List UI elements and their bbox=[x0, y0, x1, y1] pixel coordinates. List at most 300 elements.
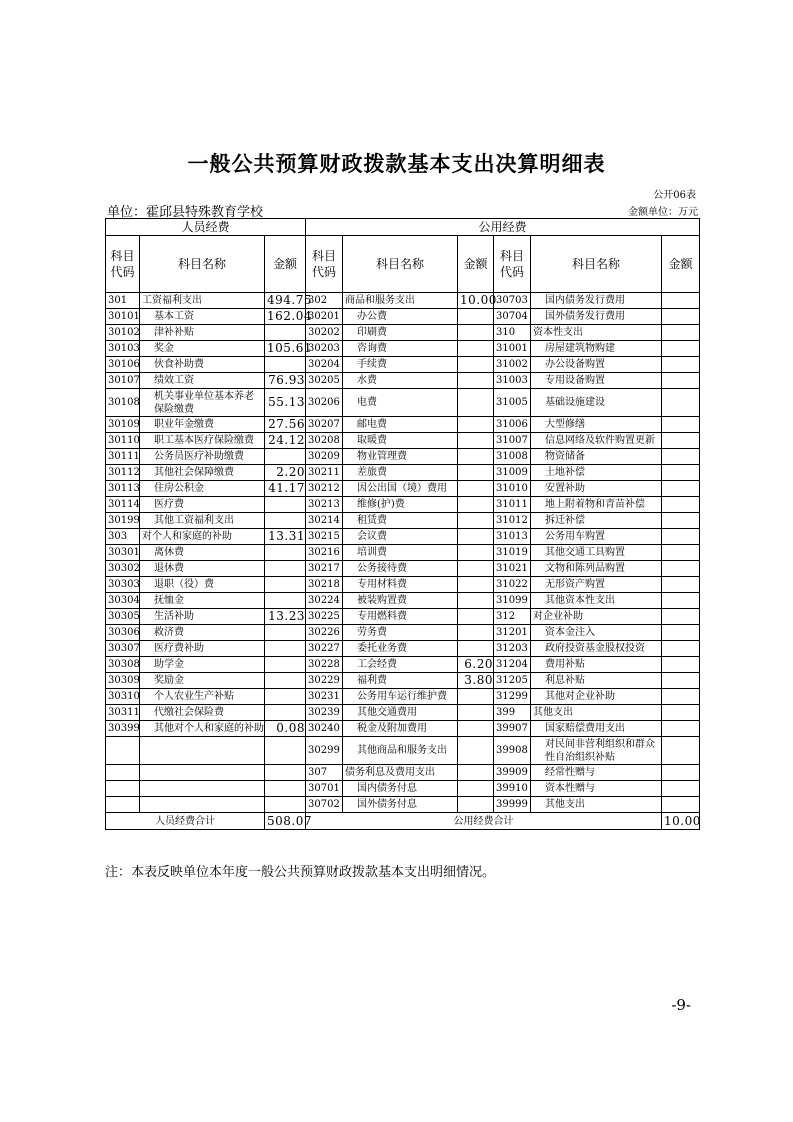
cell-code: 30309 bbox=[106, 673, 140, 689]
cell-amount bbox=[458, 593, 494, 609]
cell-code: 31205 bbox=[494, 673, 531, 689]
cell-code: 30225 bbox=[306, 609, 343, 625]
table-row bbox=[106, 529, 700, 545]
cell-name: 电费 bbox=[343, 389, 458, 417]
cell-name: 对企业补助 bbox=[531, 609, 662, 625]
cell-name: 生活补助 bbox=[140, 609, 265, 625]
table-row bbox=[106, 657, 700, 673]
cell-name: 住房公积金 bbox=[140, 481, 265, 497]
cell-code: 30310 bbox=[106, 689, 140, 705]
cell-code: 30228 bbox=[306, 657, 343, 673]
cell-name: 工会经费 bbox=[343, 657, 458, 673]
cell-name: 离休费 bbox=[140, 545, 265, 561]
cell-amount bbox=[662, 373, 700, 389]
cell-amount: 2.20 bbox=[265, 465, 306, 481]
table-row bbox=[106, 465, 700, 481]
cell-code: 310 bbox=[494, 325, 531, 341]
cell-code: 31009 bbox=[494, 465, 531, 481]
cell-code: 30208 bbox=[306, 433, 343, 449]
cell-code: 30204 bbox=[306, 357, 343, 373]
table-row bbox=[106, 497, 700, 513]
cell-name: 咨询费 bbox=[343, 341, 458, 357]
cell-code: 31299 bbox=[494, 689, 531, 705]
cell-amount bbox=[662, 593, 700, 609]
cell-amount bbox=[265, 561, 306, 577]
cell-name: 其他交通工具购置 bbox=[531, 545, 662, 561]
cell-name: 救济费 bbox=[140, 625, 265, 641]
cell-name: 其他商品和服务支出 bbox=[343, 737, 458, 765]
cell-code: 30102 bbox=[106, 325, 140, 341]
cell-code: 30701 bbox=[306, 781, 343, 797]
cell-name: 资本性赠与 bbox=[531, 781, 662, 797]
cell-name: 退休费 bbox=[140, 561, 265, 577]
cell-amount: 13.23 bbox=[265, 609, 306, 625]
cell-name: 手续费 bbox=[343, 357, 458, 373]
expenditure-table bbox=[105, 218, 700, 830]
table-row bbox=[106, 325, 700, 341]
cell-amount bbox=[458, 341, 494, 357]
cell-amount bbox=[458, 373, 494, 389]
table-row bbox=[106, 577, 700, 593]
name-header: 科目名称 bbox=[140, 236, 265, 293]
cell-amount bbox=[458, 765, 494, 781]
cell-code: 30301 bbox=[106, 545, 140, 561]
cell-code: 30107 bbox=[106, 373, 140, 389]
table-number: 公开06表 bbox=[653, 190, 696, 201]
cell-amount bbox=[458, 721, 494, 737]
cell-code: 39907 bbox=[494, 721, 531, 737]
table-row bbox=[106, 689, 700, 705]
name-header: 科目名称 bbox=[531, 236, 662, 293]
cell-name: 公务接待费 bbox=[343, 561, 458, 577]
cell-code: 39908 bbox=[494, 737, 531, 765]
cell-amount bbox=[662, 325, 700, 341]
cell-code: 30303 bbox=[106, 577, 140, 593]
cell-code: 301 bbox=[106, 293, 140, 309]
cell-code: 30239 bbox=[306, 705, 343, 721]
cell-code: 30212 bbox=[306, 481, 343, 497]
cell-code: 31021 bbox=[494, 561, 531, 577]
cell-amount bbox=[662, 561, 700, 577]
cell-code: 30231 bbox=[306, 689, 343, 705]
cell-code: 30103 bbox=[106, 341, 140, 357]
cell-code: 30211 bbox=[306, 465, 343, 481]
cell-code: 31204 bbox=[494, 657, 531, 673]
table-row bbox=[106, 513, 700, 529]
cell-code: 30201 bbox=[306, 309, 343, 325]
cell-name: 国外债务发行费用 bbox=[531, 309, 662, 325]
cell-name: 津补补贴 bbox=[140, 325, 265, 341]
cell-amount bbox=[458, 529, 494, 545]
cell-code: 31011 bbox=[494, 497, 531, 513]
cell-name: 租赁费 bbox=[343, 513, 458, 529]
cell-amount bbox=[662, 341, 700, 357]
cell-code: 39909 bbox=[494, 765, 531, 781]
cell-code: 30218 bbox=[306, 577, 343, 593]
cell-name: 公务用车运行维护费 bbox=[343, 689, 458, 705]
cell-amount: 55.13 bbox=[265, 389, 306, 417]
cell-name: 其他支出 bbox=[531, 797, 662, 813]
table-row bbox=[106, 293, 700, 309]
cell-amount bbox=[265, 641, 306, 657]
cell-name: 水费 bbox=[343, 373, 458, 389]
cell-amount bbox=[458, 737, 494, 765]
cell-amount bbox=[662, 357, 700, 373]
cell-amount bbox=[662, 609, 700, 625]
cell-name: 地上附着物和青苗补偿 bbox=[531, 497, 662, 513]
cell-amount bbox=[662, 657, 700, 673]
cell-code: 30306 bbox=[106, 625, 140, 641]
cell-code: 30110 bbox=[106, 433, 140, 449]
cell-name: 职工基本医疗保险缴费 bbox=[140, 433, 265, 449]
cell-amount bbox=[265, 513, 306, 529]
cell-name: 伙食补助费 bbox=[140, 357, 265, 373]
cell-name: 基础设施建设 bbox=[531, 389, 662, 417]
cell-amount bbox=[265, 497, 306, 513]
cell-amount bbox=[458, 389, 494, 417]
cell-amount: 494.75 bbox=[265, 293, 306, 309]
cell-code: 30227 bbox=[306, 641, 343, 657]
cell-amount bbox=[458, 433, 494, 449]
cell-code bbox=[106, 737, 140, 765]
cell-code: 30114 bbox=[106, 497, 140, 513]
cell-code: 30213 bbox=[306, 497, 343, 513]
table-row bbox=[106, 373, 700, 389]
cell-amount bbox=[662, 513, 700, 529]
table-row bbox=[106, 705, 700, 721]
cell-amount bbox=[662, 673, 700, 689]
table-row bbox=[106, 357, 700, 373]
cell-code: 30302 bbox=[106, 561, 140, 577]
cell-name: 国外债务付息 bbox=[343, 797, 458, 813]
table-row bbox=[106, 433, 700, 449]
cell-code: 31008 bbox=[494, 449, 531, 465]
table-row bbox=[106, 609, 700, 625]
cell-name: 医疗费 bbox=[140, 497, 265, 513]
cell-name: 公务员医疗补助缴费 bbox=[140, 449, 265, 465]
cell-code: 30207 bbox=[306, 417, 343, 433]
cell-name: 其他社会保障缴费 bbox=[140, 465, 265, 481]
cell-code: 30226 bbox=[306, 625, 343, 641]
cell-name: 邮电费 bbox=[343, 417, 458, 433]
cell-code: 31005 bbox=[494, 389, 531, 417]
personnel-total-value: 508.07 bbox=[265, 813, 306, 830]
cell-name: 大型修缮 bbox=[531, 417, 662, 433]
cell-name: 奖金 bbox=[140, 341, 265, 357]
table-row bbox=[106, 545, 700, 561]
cell-code: 30214 bbox=[306, 513, 343, 529]
cell-amount bbox=[265, 593, 306, 609]
cell-amount bbox=[662, 309, 700, 325]
cell-name bbox=[140, 797, 265, 813]
cell-amount bbox=[265, 325, 306, 341]
cell-name: 培训费 bbox=[343, 545, 458, 561]
cell-amount bbox=[662, 625, 700, 641]
cell-name: 公务用车购置 bbox=[531, 529, 662, 545]
cell-amount bbox=[458, 325, 494, 341]
cell-code: 31002 bbox=[494, 357, 531, 373]
cell-name: 抚恤金 bbox=[140, 593, 265, 609]
cell-name: 专用燃料费 bbox=[343, 609, 458, 625]
cell-amount bbox=[458, 781, 494, 797]
cell-name: 物业管理费 bbox=[343, 449, 458, 465]
cell-code: 30399 bbox=[106, 721, 140, 737]
cell-name bbox=[140, 765, 265, 781]
cell-code: 31001 bbox=[494, 341, 531, 357]
cell-name: 国内债务发行费用 bbox=[531, 293, 662, 309]
cell-amount: 24.12 bbox=[265, 433, 306, 449]
cell-code bbox=[106, 797, 140, 813]
amount-header: 金额 bbox=[458, 236, 494, 293]
cell-name: 土地补偿 bbox=[531, 465, 662, 481]
cell-code: 31022 bbox=[494, 577, 531, 593]
cell-code: 31012 bbox=[494, 513, 531, 529]
cell-name: 利息补贴 bbox=[531, 673, 662, 689]
cell-code: 399 bbox=[494, 705, 531, 721]
cell-amount: 0.08 bbox=[265, 721, 306, 737]
cell-amount bbox=[662, 465, 700, 481]
cell-amount bbox=[458, 577, 494, 593]
cell-code: 31019 bbox=[494, 545, 531, 561]
cell-amount bbox=[458, 465, 494, 481]
cell-amount bbox=[458, 449, 494, 465]
cell-amount bbox=[662, 529, 700, 545]
code-header: 科目代码 bbox=[306, 236, 343, 293]
cell-amount bbox=[458, 641, 494, 657]
cell-code: 30205 bbox=[306, 373, 343, 389]
table-row bbox=[106, 673, 700, 689]
cell-name bbox=[140, 781, 265, 797]
cell-amount: 13.31 bbox=[265, 529, 306, 545]
cell-code: 30206 bbox=[306, 389, 343, 417]
cell-amount: 41.17 bbox=[265, 481, 306, 497]
cell-code: 30111 bbox=[106, 449, 140, 465]
cell-name: 其他对个人和家庭的补助 bbox=[140, 721, 265, 737]
cell-name: 专用材料费 bbox=[343, 577, 458, 593]
cell-amount bbox=[458, 561, 494, 577]
cell-code: 31203 bbox=[494, 641, 531, 657]
table-row bbox=[106, 481, 700, 497]
cell-amount bbox=[662, 417, 700, 433]
cell-code: 30229 bbox=[306, 673, 343, 689]
table-row bbox=[106, 417, 700, 433]
cell-name: 福利费 bbox=[343, 673, 458, 689]
table-row bbox=[106, 593, 700, 609]
cell-amount bbox=[662, 737, 700, 765]
cell-code: 39910 bbox=[494, 781, 531, 797]
cell-amount bbox=[265, 357, 306, 373]
cell-amount: 27.56 bbox=[265, 417, 306, 433]
cell-code: 30311 bbox=[106, 705, 140, 721]
cell-amount: 162.04 bbox=[265, 309, 306, 325]
cell-amount bbox=[662, 545, 700, 561]
table-row bbox=[106, 341, 700, 357]
cell-name: 机关事业单位基本养老保险缴费 bbox=[140, 389, 265, 417]
cell-code: 30216 bbox=[306, 545, 343, 561]
cell-amount bbox=[265, 657, 306, 673]
table-row bbox=[106, 449, 700, 465]
cell-name: 个人农业生产补贴 bbox=[140, 689, 265, 705]
cell-name: 劳务费 bbox=[343, 625, 458, 641]
cell-code: 30299 bbox=[306, 737, 343, 765]
cell-name: 因公出国（境）费用 bbox=[343, 481, 458, 497]
cell-name: 房屋建筑物购建 bbox=[531, 341, 662, 357]
cell-code: 31006 bbox=[494, 417, 531, 433]
cell-name: 国内债务付息 bbox=[343, 781, 458, 797]
public-total-value: 10.00 bbox=[662, 813, 700, 830]
cell-name: 印刷费 bbox=[343, 325, 458, 341]
personnel-header: 人员经费 bbox=[106, 219, 306, 236]
amount-unit-label: 金额单位：万元 bbox=[628, 207, 698, 218]
cell-amount bbox=[662, 497, 700, 513]
cell-name: 委托业务费 bbox=[343, 641, 458, 657]
table-row bbox=[106, 309, 700, 325]
cell-code: 30217 bbox=[306, 561, 343, 577]
cell-amount bbox=[662, 721, 700, 737]
cell-amount bbox=[458, 689, 494, 705]
cell-amount: 3.80 bbox=[458, 673, 494, 689]
cell-code: 307 bbox=[306, 765, 343, 781]
cell-amount bbox=[265, 781, 306, 797]
cell-code: 31007 bbox=[494, 433, 531, 449]
cell-code bbox=[106, 781, 140, 797]
cell-amount bbox=[662, 797, 700, 813]
personnel-total-label: 人员经费合计 bbox=[106, 813, 265, 830]
cell-amount bbox=[662, 705, 700, 721]
cell-code: 30215 bbox=[306, 529, 343, 545]
cell-name: 政府投资基金股权投资 bbox=[531, 641, 662, 657]
cell-name bbox=[140, 737, 265, 765]
page-number: -9- bbox=[671, 996, 691, 1014]
table-row bbox=[106, 797, 700, 813]
cell-name: 对个人和家庭的补助 bbox=[140, 529, 265, 545]
cell-amount bbox=[662, 433, 700, 449]
cell-amount bbox=[458, 609, 494, 625]
cell-amount bbox=[265, 737, 306, 765]
cell-name: 会议费 bbox=[343, 529, 458, 545]
table-row bbox=[106, 721, 700, 737]
cell-name: 商品和服务支出 bbox=[343, 293, 458, 309]
cell-code: 31013 bbox=[494, 529, 531, 545]
cell-name: 经常性赠与 bbox=[531, 765, 662, 781]
code-header: 科目代码 bbox=[494, 236, 531, 293]
cell-name: 费用补贴 bbox=[531, 657, 662, 673]
cell-code bbox=[106, 765, 140, 781]
cell-amount bbox=[458, 417, 494, 433]
cell-amount bbox=[662, 293, 700, 309]
table-row bbox=[106, 641, 700, 657]
table-row bbox=[106, 625, 700, 641]
cell-amount bbox=[662, 781, 700, 797]
cell-name: 退职（役）费 bbox=[140, 577, 265, 593]
cell-code: 30209 bbox=[306, 449, 343, 465]
cell-name: 职业年金缴费 bbox=[140, 417, 265, 433]
cell-amount bbox=[458, 545, 494, 561]
cell-name: 奖励金 bbox=[140, 673, 265, 689]
cell-code: 30101 bbox=[106, 309, 140, 325]
cell-code: 312 bbox=[494, 609, 531, 625]
cell-name: 其他支出 bbox=[531, 705, 662, 721]
cell-code: 30304 bbox=[106, 593, 140, 609]
cell-name: 对民间非营利组织和群众性自治组织补贴 bbox=[531, 737, 662, 765]
cell-code: 30308 bbox=[106, 657, 140, 673]
table-row bbox=[106, 561, 700, 577]
cell-amount bbox=[265, 689, 306, 705]
cell-amount bbox=[458, 481, 494, 497]
totals-row bbox=[106, 813, 700, 830]
cell-code: 30240 bbox=[306, 721, 343, 737]
cell-amount bbox=[265, 705, 306, 721]
cell-code: 30203 bbox=[306, 341, 343, 357]
cell-code: 30113 bbox=[106, 481, 140, 497]
cell-name: 文物和陈列品购置 bbox=[531, 561, 662, 577]
cell-code: 30112 bbox=[106, 465, 140, 481]
cell-code: 30109 bbox=[106, 417, 140, 433]
page-title: 一般公共预算财政拨款基本支出决算明细表 bbox=[187, 151, 606, 176]
cell-amount bbox=[662, 481, 700, 497]
cell-name: 无形资产购置 bbox=[531, 577, 662, 593]
cell-name: 专用设备购置 bbox=[531, 373, 662, 389]
cell-amount bbox=[265, 545, 306, 561]
cell-name: 其他交通费用 bbox=[343, 705, 458, 721]
cell-code: 30106 bbox=[106, 357, 140, 373]
cell-code: 31003 bbox=[494, 373, 531, 389]
cell-name: 资本金注入 bbox=[531, 625, 662, 641]
cell-code: 30224 bbox=[306, 593, 343, 609]
name-header: 科目名称 bbox=[343, 236, 458, 293]
cell-amount bbox=[662, 765, 700, 781]
cell-name: 信息网络及软件购置更新 bbox=[531, 433, 662, 449]
cell-name: 绩效工资 bbox=[140, 373, 265, 389]
public-total-label: 公用经费合计 bbox=[306, 813, 662, 830]
cell-amount: 76.93 bbox=[265, 373, 306, 389]
table-row bbox=[106, 389, 700, 417]
cell-amount bbox=[265, 577, 306, 593]
public-header: 公用经费 bbox=[306, 219, 700, 236]
cell-amount bbox=[662, 577, 700, 593]
cell-code: 39999 bbox=[494, 797, 531, 813]
cell-code: 30704 bbox=[494, 309, 531, 325]
cell-amount bbox=[458, 309, 494, 325]
cell-amount bbox=[458, 625, 494, 641]
cell-code: 302 bbox=[306, 293, 343, 309]
cell-amount bbox=[662, 641, 700, 657]
cell-name: 维修(护)费 bbox=[343, 497, 458, 513]
cell-name: 取暖费 bbox=[343, 433, 458, 449]
cell-name: 医疗费补助 bbox=[140, 641, 265, 657]
cell-amount: 105.61 bbox=[265, 341, 306, 357]
cell-name: 其他工资福利支出 bbox=[140, 513, 265, 529]
cell-amount bbox=[458, 797, 494, 813]
cell-name: 物资储备 bbox=[531, 449, 662, 465]
cell-name: 办公费 bbox=[343, 309, 458, 325]
cell-name: 其他对企业补助 bbox=[531, 689, 662, 705]
cell-code: 30702 bbox=[306, 797, 343, 813]
cell-code: 31010 bbox=[494, 481, 531, 497]
amount-header: 金额 bbox=[265, 236, 306, 293]
cell-name: 代缴社会保险费 bbox=[140, 705, 265, 721]
cell-code: 30305 bbox=[106, 609, 140, 625]
cell-name: 助学金 bbox=[140, 657, 265, 673]
cell-code: 31201 bbox=[494, 625, 531, 641]
cell-code: 30703 bbox=[494, 293, 531, 309]
amount-header: 金额 bbox=[662, 236, 700, 293]
cell-amount bbox=[458, 497, 494, 513]
cell-amount bbox=[458, 357, 494, 373]
cell-code: 31099 bbox=[494, 593, 531, 609]
cell-code: 30202 bbox=[306, 325, 343, 341]
cell-code: 30307 bbox=[106, 641, 140, 657]
